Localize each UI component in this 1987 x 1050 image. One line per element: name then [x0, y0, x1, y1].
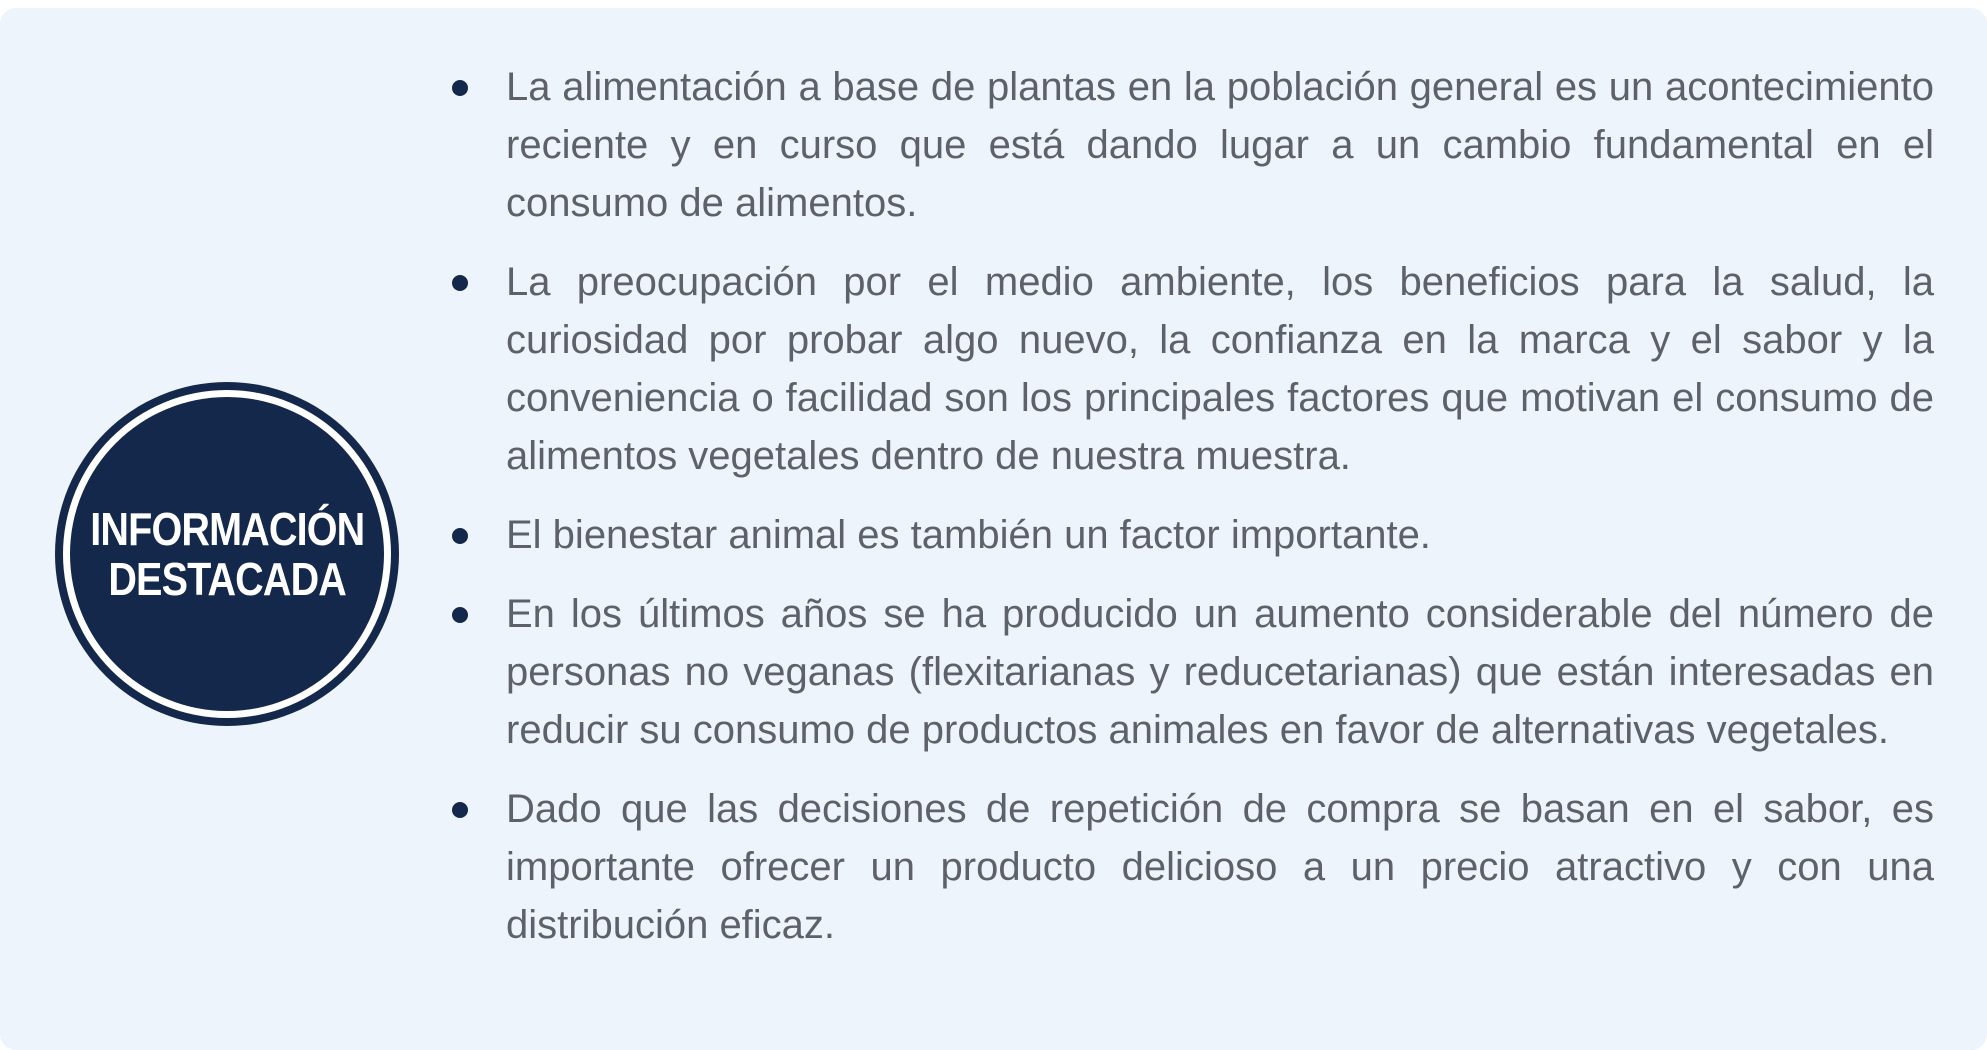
list-item-text: Dado que las decisiones de repetición de compra se basan en el sabor, es importante ofrecer un producto delicioso a un precio atractivo y con una distribución eficaz. [506, 787, 1934, 947]
list-item-text: La preocupación por el medio ambiente, los beneficios para la salud, la curiosidad por probar algo nuevo, la confianza en la marca y el sabor y la conveniencia o facilidad son los principales factores que motivan el consumo de alimentos vegetales dentro de nuestra muestra. [506, 260, 1934, 478]
bullet-icon [452, 607, 468, 623]
badge-ring [63, 390, 391, 718]
list-item [450, 253, 1934, 485]
badge-title-line-2: DESTACADA [108, 553, 346, 605]
list-item-text: En los últimos años se ha producido un aumento considerable del número de personas no veganas (flexitarianas y reducetarianas) que están interesadas en reducir su consumo de productos animales en favor de alternativas vegetales. [506, 592, 1934, 752]
list-item [450, 780, 1934, 954]
list-item [450, 585, 1934, 759]
bullet-icon [452, 80, 468, 96]
bullet-icon [452, 528, 468, 544]
badge-circle [70, 397, 384, 711]
list-item [450, 58, 1934, 232]
bullet-icon [452, 802, 468, 818]
highlight-badge [55, 382, 399, 726]
list-item-text: El bienestar animal es también un factor importante. [506, 513, 1431, 557]
bullet-icon [452, 275, 468, 291]
list-item [450, 506, 1934, 564]
highlights-panel [0, 8, 1987, 1050]
highlights-list [450, 58, 1934, 975]
list-item-text: La alimentación a base de plantas en la población general es un acontecimiento reciente y en curso que está dando lugar a un cambio fundamental en el consumo de alimentos. [506, 65, 1934, 225]
badge-title-line-1: INFORMACIÓN [89, 503, 365, 555]
